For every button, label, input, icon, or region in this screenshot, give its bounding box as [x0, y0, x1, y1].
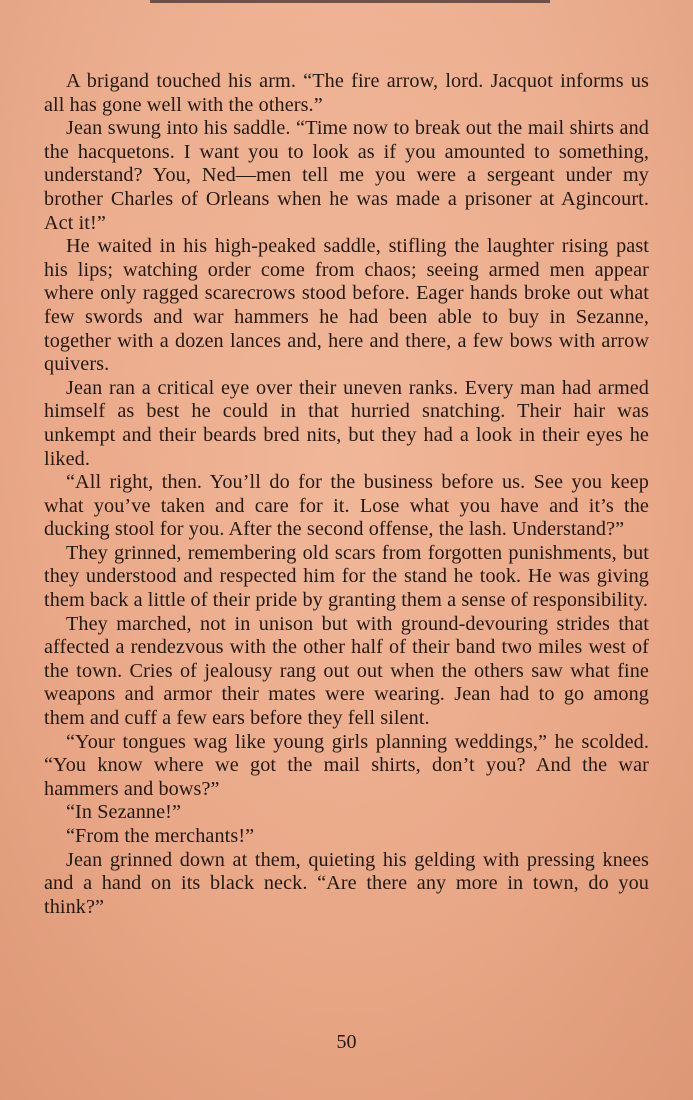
paragraph: “In Sezanne!”	[66, 801, 182, 824]
paragraph: “All right, then. You’ll do for the business before us. See you keep what you’ve taken and care for it. Lose what you have and it’s the ducking stool for you. After the second offense, the lash. Understand?”	[44, 471, 649, 541]
paragraph: He waited in his high-peaked saddle, stifling the laughter rising past his lips; watching order come from chaos; seeing armed men appear where only ragged scarecrows stood before. Eager hands broke out what few swords and war hammers he had been able to buy in Sezanne, together with a dozen lances and, here and there, a few bows with arrow quivers.	[44, 235, 649, 376]
paragraph: Jean ran a critical eye over their uneven ranks. Every man had armed himself as best he could in that hurried snatching. Their hair was unkempt and their beards bred nits, but they had a look in their eyes he liked.	[44, 376, 649, 470]
paragraph: They marched, not in unison but with ground-devouring strides that affected a rendezvous with the other half of their band two miles west of the town. Cries of jealousy rang out out when the others saw what fine weapons and armor their mates were wearing. Jean had to go among them and cuff a few ears before they fell silent.	[44, 612, 649, 730]
body-text	[44, 70, 649, 919]
page-number: 50	[336, 1031, 357, 1053]
paragraph: Jean grinned down at them, quieting his gelding with pressing knees and a hand on its black neck. “Are there any more in town, do you think?”	[44, 848, 649, 918]
paragraph: A brigand touched his arm. “The fire arrow, lord. Jacquot informs us all has gone well with the others.”	[44, 70, 649, 116]
paragraph: Jean swung into his saddle. “Time now to break out the mail shirts and the hacquetons. I want you to look as if you amounted to something, understand? You, Ned—men tell me you were a sergeant under my brother Charles of Orleans when he was made a prisoner at Agincourt. Act it!”	[44, 117, 649, 234]
paragraph: They grinned, remembering old scars from forgotten punishments, but they understood and respected him for the stand he took. He was giving them back a little of their pride by granting them a sense of responsibility.	[44, 541, 649, 612]
paragraph: “Your tongues wag like young girls planning weddings,” he scolded. “You know where we got the mail shirts, don’t you? And the war hammers and bows?”	[44, 730, 649, 800]
page-top-edge	[150, 0, 550, 3]
paragraph: “From the merchants!”	[66, 825, 255, 847]
